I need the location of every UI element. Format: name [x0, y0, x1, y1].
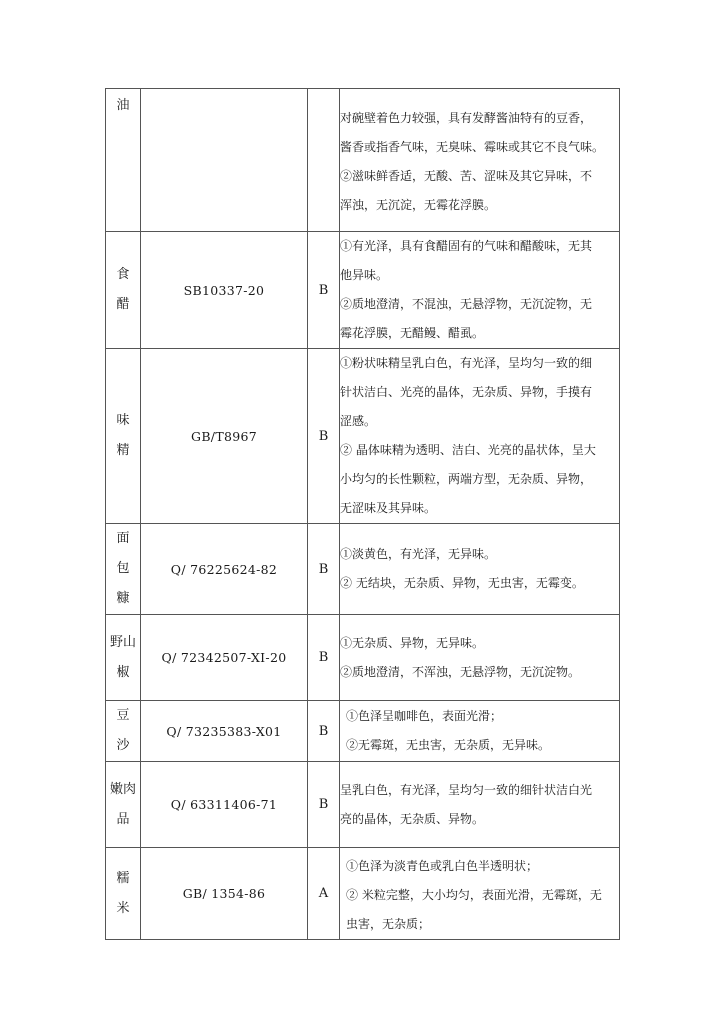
table-row	[106, 524, 620, 615]
standard-code-cell	[141, 89, 308, 232]
description-line: ①粉状味精呈乳白色，有光泽，呈均匀一致的细	[340, 356, 593, 370]
description-line: 小均匀的长性颗粒，两端方型，无杂质、异物，	[340, 472, 593, 486]
description-line: ①有光泽，具有食醋固有的气味和醋酸味，无其	[340, 239, 593, 253]
product-name-cell	[106, 349, 141, 524]
table-row	[106, 848, 620, 940]
product-name-char: 沙	[116, 738, 130, 753]
description-line: ①无杂质、异物，无异味。	[340, 635, 485, 650]
product-name-char: 嫩肉	[109, 781, 136, 797]
description-line: 酱香或指香气味，无臭味、霉味或其它不良气味。	[340, 139, 605, 154]
standard-code-cell: GB/ 1354-86	[141, 848, 308, 940]
product-name-cell	[106, 89, 141, 232]
product-name-cell	[106, 524, 141, 615]
product-name-cell	[106, 232, 141, 349]
product-name-char: 椒	[116, 664, 130, 680]
standard-code-cell: GB/T8967	[141, 349, 308, 524]
standard-code-cell: Q/ 72342507-XI-20	[141, 615, 308, 701]
standard-code-cell: SB10337-20	[141, 232, 308, 349]
description-line: ② 米粒完整，大小均匀，表面光滑，无霉斑，无	[346, 888, 602, 902]
grade-cell: A	[308, 848, 340, 940]
description-line: 呈乳白色，有光泽，呈均匀一致的细针状洁白光	[340, 782, 593, 797]
product-name-char: 油	[116, 98, 130, 113]
table-row	[106, 615, 620, 701]
description-line: 霉花浮膜，无醋鳗、醋虱。	[340, 326, 485, 340]
product-name-char: 糠	[116, 591, 130, 606]
grade-cell: B	[308, 524, 340, 615]
description-line: ①淡黄色，有光泽，无异味。	[340, 547, 497, 561]
product-name-char: 醋	[116, 297, 130, 312]
table-row	[106, 232, 620, 349]
grade-cell: B	[308, 762, 340, 848]
table-row	[106, 701, 620, 762]
table-row	[106, 762, 620, 848]
quality-description-cell	[340, 89, 620, 232]
description-line: 对碗壁着色力较强，具有发酵酱油特有的豆香，	[340, 110, 593, 125]
description-line: 涩感。	[340, 414, 377, 428]
quality-description-cell	[340, 524, 620, 615]
description-line: ②质地澄清，不混浊，无悬浮物，无沉淀物，无	[340, 297, 593, 311]
standard-code-cell: Q/ 76225624-82	[141, 524, 308, 615]
grade-cell: B	[308, 349, 340, 524]
quality-description-cell	[340, 762, 620, 848]
product-name-char: 糯	[116, 870, 130, 886]
standard-code-cell: Q/ 73235383-X01	[141, 701, 308, 762]
description-line: 无涩味及其异味。	[340, 501, 437, 515]
description-line: 虫害，无杂质；	[346, 917, 431, 931]
quality-standards-table	[105, 88, 620, 940]
description-line: ②无霉斑，无虫害，无杂质，无异味。	[346, 738, 551, 752]
quality-description-cell	[340, 701, 620, 762]
grade-cell	[308, 89, 340, 232]
description-line: ② 无结块，无杂质、异物，无虫害，无霉变。	[340, 576, 584, 590]
product-name-cell	[106, 762, 141, 848]
description-line: ②滋味鲜香适，无酸、苦、涩味及其它异味，不	[340, 168, 593, 183]
product-name-char: 包	[116, 561, 130, 576]
description-line: 他异味。	[340, 268, 389, 282]
product-name-char: 食	[116, 267, 130, 282]
table-row	[106, 349, 620, 524]
table-row	[106, 89, 620, 232]
product-name-cell	[106, 615, 141, 701]
product-name-char: 米	[116, 900, 130, 916]
quality-description-cell	[340, 232, 620, 349]
quality-description-cell	[340, 349, 620, 524]
grade-cell: B	[308, 701, 340, 762]
description-line: ①色泽呈咖啡色，表面光滑；	[346, 709, 503, 723]
description-line: ② 晶体味精为透明、洁白、光亮的晶状体，呈大	[340, 443, 596, 457]
description-line: 针状洁白、光亮的晶体，无杂质、异物，手摸有	[340, 385, 593, 399]
grade-cell: B	[308, 615, 340, 701]
description-line: ②质地澄清，不浑浊，无悬浮物，无沉淀物。	[340, 664, 581, 679]
product-name-char: 品	[116, 811, 130, 827]
product-name-char: 精	[116, 443, 130, 458]
product-name-cell	[106, 701, 141, 762]
description-line: 浑浊，无沉淀，无霉花浮膜。	[340, 197, 497, 212]
product-name-char: 豆	[116, 708, 130, 723]
product-name-cell	[106, 848, 141, 940]
description-line: ①色泽为淡青色或乳白色半透明状；	[346, 859, 539, 873]
description-line: 亮的晶体，无杂质、异物。	[340, 811, 485, 826]
product-name-char: 野山	[109, 634, 136, 650]
standard-code-cell: Q/ 63311406-71	[141, 762, 308, 848]
product-name-char: 面	[116, 531, 130, 546]
product-name-char: 味	[116, 413, 130, 428]
quality-description-cell	[340, 848, 620, 940]
grade-cell: B	[308, 232, 340, 349]
quality-description-cell	[340, 615, 620, 701]
